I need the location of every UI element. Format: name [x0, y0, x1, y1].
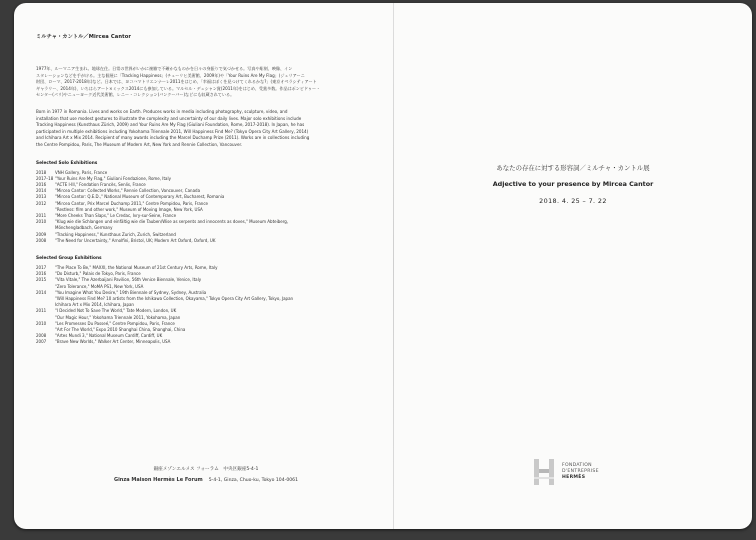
right-page: [394, 3, 752, 529]
exhibition-text: "Les Promesses Du Passeé," Centre Pompidou, Paris, France: [55, 320, 175, 326]
exhibition-text: "Will Happiness Find Me? 10 artists from the Ishikawa Collection, Okayama," Tokyo Opera City Art Gallery, Tokyo, Japan: [55, 295, 294, 301]
exhibition-year: 2010: [36, 320, 47, 326]
exhibition-text: "The Place To Be," MAXXI, the National Museum of 21st Century Arts, Rome, Italy: [55, 264, 218, 270]
bio-ja-line: スタレーションなどを手がける。主な個展に「Tracking Happiness」(チューリヒ美術館、2009年)や「Your Ruins Are My Flag」(ジュリアーニ: [36, 72, 305, 78]
venue-name: Ginza Maison Hermès Le Forum: [113, 477, 203, 483]
exhibition-text: "Brave New Worlds," Walker Art Center, Minneapolis, USA: [55, 339, 171, 345]
bio-japanese: [36, 66, 376, 99]
exhibition-row: [36, 339, 376, 345]
exhibition-text: "The Need for Uncertainty," Arnolfini, Bristol, UK; Modern Art Oxford, Oxford, UK: [55, 237, 216, 243]
exhibition-year: 2017–18: [36, 175, 54, 181]
exhibition-year: 2018: [36, 169, 47, 175]
bio-en-line: and Ichihara Art x Mix 2014. Recipient of many awards including the Marcel Duchamp Prize (2011). Works are in collections including: [36, 135, 310, 141]
exhibition-text: Ichihara Art x Mix 2014, Ichihara, Japan: [55, 302, 134, 308]
brochure-sheet: [14, 3, 752, 529]
exhibition-text: "Do Disturb," Palais de Tokyo, Paris, France: [55, 271, 141, 277]
exhibition-year: 2007: [36, 339, 47, 345]
bio-en-line: installation that use modest gestures to illustrate the complexity and uncertainty of our daily lives. Major solo exhibitions include: [36, 115, 302, 121]
bio-ja-line: 財団、ローマ、2017-2018年)など。日本では、ヨコハマトリエンナーレ2011をはじめ、「幸福はぼくを見つけてくれるかな?」(東京オペラシティアート: [36, 79, 317, 85]
bio-en-line: Born in 1977 in Romania. Lives and works on Earth. Produces works in media including photography, sculpture, video, and: [36, 108, 288, 114]
venue-address-en: [36, 477, 376, 483]
hermes-h-logo-icon: [534, 459, 554, 485]
exhibition-text: "Mircea Cantor: Collected Works," Rennie Collection, Vancouver, Canada: [55, 188, 201, 194]
exhibition-text: "Artes Mundi 3," National Museum Cardiff, Cardiff, UK: [55, 333, 163, 339]
logo-line: FONDATION: [562, 463, 592, 468]
exhibition-text: "Art For The World," Expo 2010 Shanghai China, Shanghai, China: [55, 327, 186, 332]
exhibition-year: 2012: [36, 200, 47, 206]
bio-en-line: the Centre Pompidou, Paris, The Museum of Modern Art, New York and Rennie Collection, Vancouver.: [36, 141, 243, 147]
exhibition-text: Mönchengladbach, Germany: [55, 225, 113, 231]
exhibition-year: 2009: [36, 231, 47, 237]
exhibition-row: [36, 238, 376, 244]
bio-en-line: Tracking Happiness (Kunsthaus Zürich, 2009) and Your Ruins Are My Flag (Giuliani Foundation, Rome, 2017-2018). In Japan, he has: [36, 122, 305, 128]
exhibition-title-en: Adjective to your presence by Mircea Cantor: [492, 180, 654, 188]
left-page: [36, 33, 376, 346]
exhibition-year: 2017: [36, 264, 47, 270]
bio-ja-line: 1977年、ルーマニア生まれ。地球在住。日常の世界がいかに複雑で不確かなものかを日々の身振りで気づかせる。写真や彫刻、映像、イン: [36, 66, 293, 71]
exhibition-text: "Mircea Cantor, Prix Marcel Duchamp 2011," Centre Pompidou, Paris, France: [55, 200, 208, 206]
exhibition-text: "Zero Tolerance," MoMA PS1, New York, USA: [55, 283, 144, 289]
group-exhibitions-list: [36, 265, 376, 346]
exhibition-text: "Tracking Happiness," Kunsthaus Zurich, Zurich, Switzerland: [55, 231, 176, 237]
exhibition-year: 2014: [36, 289, 47, 295]
solo-exhibitions-title: Selected Solo Exhibitions: [36, 160, 98, 166]
exhibition-text: VNH Gallery, Paris, France: [55, 169, 108, 175]
group-exhibitions-title: Selected Group Exhibitions: [36, 255, 102, 261]
exhibition-year: 2010: [36, 219, 47, 225]
exhibition-year: 2011: [36, 308, 47, 314]
exhibition-year: 2008: [36, 333, 47, 339]
exhibition-year: 2013: [36, 194, 47, 200]
venue-address-ja: 銀座メゾンエルメス フォーラム 中央区銀座5-4-1: [153, 467, 259, 472]
venue-footer: [36, 466, 376, 483]
bio-english: [36, 109, 376, 149]
venue-address: 5-4-1, Ginza, Chuo-ku, Tokyo 104-0061: [208, 478, 299, 483]
exhibition-text: "I Decided Not To Save The World," Tate Modern, London, UK: [55, 308, 177, 314]
exhibition-title-ja: あなたの存在に対する形容詞／ミルチャ・カントル展: [496, 164, 650, 172]
exhibition-year: 2016: [36, 181, 47, 187]
bio-ja-line: ギャラリー、2014年)、いちはらアート×ミックス2014にも参加している。マルセル・デュシャン賞(2011年)をはじめ、受賞多数。作品はポンピドゥー・: [36, 85, 321, 91]
bio-ja-line: センター(パリ)やニューヨーク近代美術館、レニー・コレクション(バンクーバー)などにも収蔵されている。: [36, 92, 235, 98]
logo-line: D'ENTREPRISE: [562, 469, 599, 474]
exhibition-text: "Mircea Cantor: Q.E.D.," National Museum of Contemporary Art, Bucharest, Romania: [55, 194, 225, 200]
exhibition-year: 2008: [36, 237, 47, 243]
exhibition-text: "You Imagine What You Desire," 19th Biennale of Sydney, Sydney, Australia: [55, 289, 207, 295]
exhibition-dates: 2018. 4. 25 – 7. 22: [539, 197, 607, 205]
exhibition-year: 2016: [36, 271, 47, 277]
exhibition-year: 2014: [36, 188, 47, 194]
exhibition-text: "Vita Vitale," The Azerbaijani Pavilion, 56th Venice Biennale, Venice, Italy: [55, 277, 202, 283]
logo-wordmark: [562, 463, 599, 481]
exhibition-text: "Your Ruins Are My Flag," Giuliani Fondazione, Rome, Italy: [55, 175, 171, 181]
exhibition-year: 2015: [36, 277, 47, 283]
fondation-hermes-logo: [534, 459, 599, 485]
artist-heading: ミルチャ・カントル／Mircea Cantor: [36, 34, 132, 40]
bio-en-line: participated in multiple exhibitions including Yokohama Triennale 2011, Will Happiness Find Me? (Tokyo Opera City Art Gallery, 2014): [36, 128, 309, 134]
solo-exhibitions-list: [36, 170, 376, 244]
logo-line: HERMÈS: [562, 475, 586, 480]
exhibition-year: 2011: [36, 212, 47, 218]
exhibition-text: "Restless: film and other work," Museum of Moving Image, New York, USA: [55, 206, 203, 212]
exhibition-text: "Our Magic Hour," Yokohama Triennale 2011, Yokohama, Japan: [55, 314, 181, 320]
exhibition-text: "ACTE I-III," Fondation Francès, Senlis, France: [55, 181, 146, 187]
exhibition-text: "Klug wie die Schlangen und einfältig wie die Tauben/Wise as serpents and innocents as doves," Museum Abteiberg,: [55, 219, 289, 225]
exhibition-text: "More Cheeks Than Slaps," Le Credac, Ivry-sur-Seine, France: [55, 212, 177, 218]
